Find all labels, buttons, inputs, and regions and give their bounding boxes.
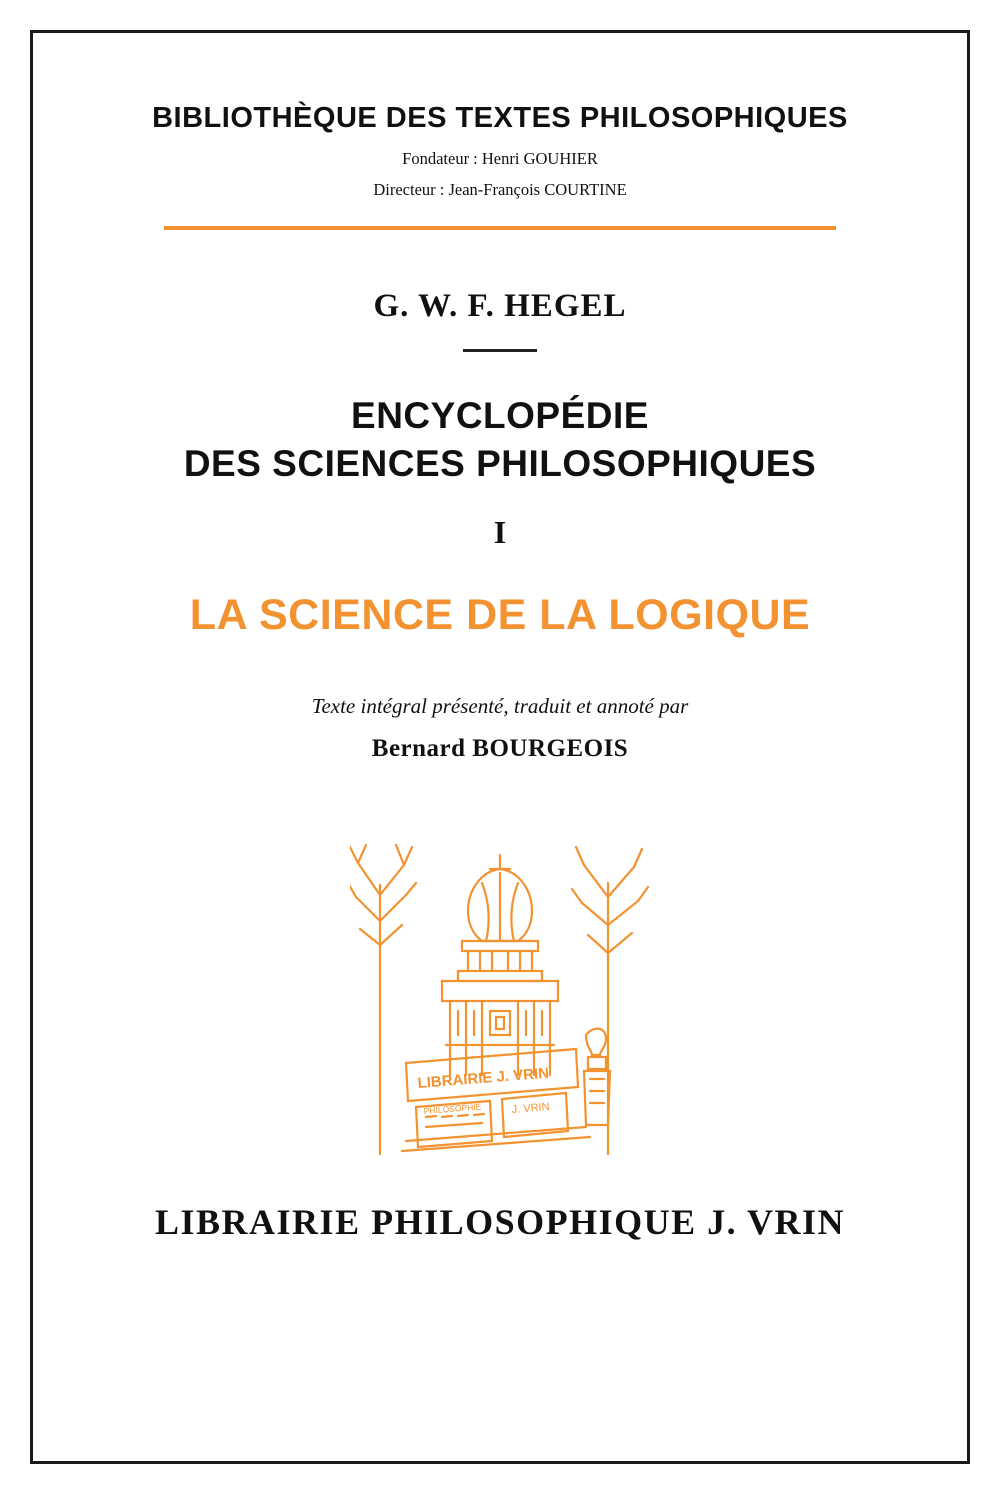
- book-volume-number: I: [493, 514, 507, 551]
- logo-window-left: PHILOSOPHIE: [423, 1101, 482, 1117]
- series-founder: Fondateur : Henri GOUHIER: [402, 149, 598, 168]
- book-subtitle: LA SCIENCE DE LA LOGIQUE: [189, 591, 811, 640]
- translator-name: Bernard BOURGEOIS: [371, 735, 629, 763]
- series-header: [60, 102, 940, 200]
- logo-window-right: J. VRIN: [511, 1101, 551, 1117]
- book-title-line-1: ENCYCLOPÉDIE: [351, 395, 649, 436]
- logo-shop-sign: LIBRAIRIE J. VRIN: [416, 1064, 550, 1093]
- book-author: G. W. F. HEGEL: [373, 288, 627, 324]
- translator-intro: Texte intégral présenté, traduit et annoté par: [311, 694, 689, 719]
- translator-block: [312, 694, 689, 763]
- cover-content: [60, 60, 940, 1434]
- series-title: BIBLIOTHÈQUE DES TEXTES PHILOSOPHIQUES: [152, 102, 848, 134]
- publisher-logo-icon: [350, 825, 650, 1155]
- accent-rule: [164, 226, 836, 230]
- series-director: Directeur : Jean-François COURTINE: [373, 180, 627, 199]
- publisher-name: LIBRAIRIE PHILOSOPHIQUE J. VRIN: [155, 1202, 845, 1243]
- author-divider: [463, 349, 537, 352]
- book-title-line-2: DES SCIENCES PHILOSOPHIQUES: [183, 443, 817, 485]
- book-title-block: [60, 392, 940, 640]
